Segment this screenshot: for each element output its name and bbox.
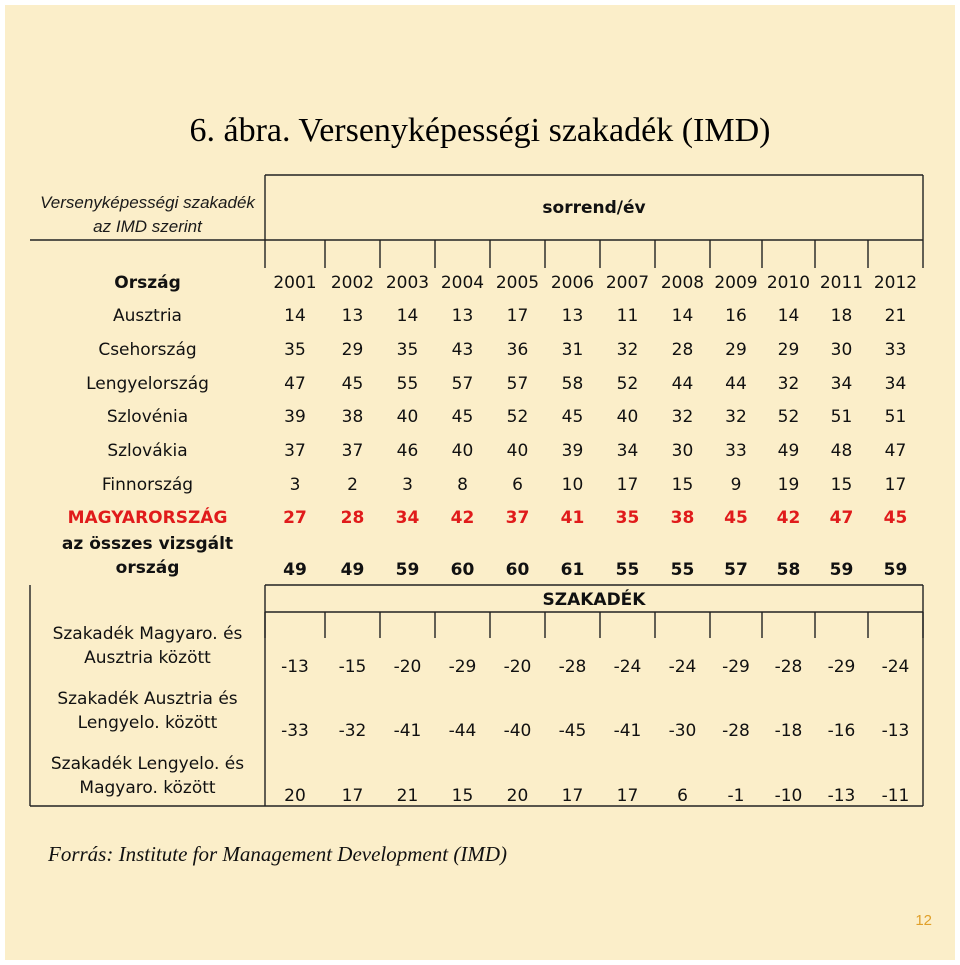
country-row-value: 37 [505,508,530,528]
country-row-value: 46 [396,441,419,461]
gap-label-line: Szakadék Ausztria és [57,689,238,709]
year-header: 2006 [550,273,595,293]
gap-label-line: Szakadék Lengyelo. és [50,754,245,774]
gap-row-value: 15 [451,786,474,806]
country-row-value: 15 [830,475,853,495]
country-row-value: 41 [560,508,585,528]
country-row-value: 14 [777,306,800,326]
country-row-value: 33 [884,340,907,360]
country-row-value: 40 [616,407,639,427]
total-label [30,532,265,580]
gap-row-value: -41 [393,721,422,741]
gap-label [30,687,265,735]
country-row-value: 43 [451,340,474,360]
year-header: 2011 [819,273,864,293]
gap-label [30,752,265,800]
country-label: Ausztria [113,306,182,326]
gap-row-value: -44 [448,721,477,741]
gap-row-value: -15 [338,657,367,677]
gap-row-value: -29 [448,657,477,677]
country-row-value: 44 [725,374,747,394]
gap-row-value: -16 [827,721,856,741]
country-row-value: 14 [284,306,306,326]
gap-row-value: -24 [881,657,910,677]
gap-row-value: 6 [677,786,688,806]
country-row-value: 29 [341,340,364,360]
country-row-value: 35 [615,508,640,528]
country-row-value: 48 [830,441,853,461]
gap-row-value: -1 [727,786,745,806]
country-row-value: 14 [396,306,419,326]
country-row-value: 32 [725,407,747,427]
country-row-value: 28 [340,508,365,528]
country-row-value: 42 [776,508,801,528]
gap-row-value: 17 [561,786,584,806]
country-row-value: 13 [451,306,474,326]
gap-row-value: -32 [338,721,367,741]
gap-row-value: -28 [774,657,803,677]
country-row-value: 8 [457,475,468,495]
gap-row-value: -20 [393,657,422,677]
country-header: Ország [114,273,181,293]
total-row-value: 59 [883,560,908,580]
country-row-value: 16 [725,306,747,326]
year-header: 2002 [330,273,375,293]
year-header: 2005 [495,273,540,293]
gap-row-value: -28 [722,721,750,741]
country-row-value: 32 [616,340,639,360]
gap-row-value: -29 [722,657,750,677]
year-header: 2003 [385,273,430,293]
page-title: 6. ábra. Versenyképességi szakadék (IMD) [189,112,771,149]
country-row-value: 29 [725,340,747,360]
total-row-value: 57 [724,560,748,580]
year-header: 2001 [273,273,317,293]
gap-row-value: -20 [503,657,532,677]
country-row-value: 57 [451,374,474,394]
country-row-value: 21 [884,306,907,326]
country-row-value: 45 [561,407,584,427]
total-row-value: 58 [776,560,801,580]
gap-row-value: -41 [613,721,642,741]
gap-row-value: -24 [613,657,642,677]
gap-row-value: -13 [827,786,856,806]
country-row-value: 35 [396,340,419,360]
country-row-value: 42 [450,508,475,528]
gap-row-value: -10 [774,786,803,806]
gap-label-line: Magyaro. között [79,778,216,798]
gap-row-value: 17 [616,786,639,806]
header-label-line-2: az IMD szerint [93,217,202,236]
total-row-value: 55 [615,560,640,580]
country-row-value: 38 [341,407,364,427]
gap-row-value: -28 [558,657,587,677]
country-row-value: 45 [724,508,748,528]
country-row-value: 13 [341,306,364,326]
total-row-value: 59 [829,560,854,580]
country-row-value: 31 [561,340,584,360]
gap-row-value: 21 [396,786,419,806]
source-note: Forrás: Institute for Management Development (IMD) [48,842,507,866]
country-row-value: 39 [284,407,306,427]
country-row-value: 3 [289,475,301,495]
country-row-value: 14 [671,306,694,326]
country-row-value: 18 [830,306,853,326]
country-row-value: 37 [284,441,306,461]
country-row-value: 47 [284,374,306,394]
total-row-value: 59 [395,560,420,580]
gap-row-value: 20 [284,786,306,806]
gap-row-value: -40 [503,721,532,741]
country-row-value: 49 [777,441,800,461]
country-row-value: 9 [730,475,742,495]
year-header: 2007 [605,273,650,293]
country-row-value: 45 [451,407,474,427]
total-row-value: 55 [670,560,695,580]
country-row-value: 45 [883,508,908,528]
country-row-value: 34 [830,374,853,394]
gap-row-value: -18 [774,721,803,741]
country-row-value: 52 [777,407,800,427]
country-row-value: 40 [506,441,529,461]
year-header: 2010 [766,273,811,293]
country-row-value: 58 [561,374,584,394]
country-row-value: 34 [616,441,639,461]
gap-label-line: Szakadék Magyaro. és [52,624,243,644]
country-row-value: 47 [829,508,854,528]
country-row-value: 37 [341,441,364,461]
country-row-value: 28 [671,340,694,360]
gap-row-value: -13 [881,721,910,741]
year-header: 2012 [873,273,918,293]
country-row-value: 19 [777,475,800,495]
country-row-value: 17 [616,475,639,495]
country-label: MAGYARORSZÁG [67,508,228,528]
country-row-value: 15 [671,475,694,495]
total-row-value: 61 [560,560,585,580]
gap-row-value: 17 [341,786,364,806]
total-row-value: 49 [340,560,365,580]
year-header: 2004 [440,273,485,293]
rank-header: sorrend/év [542,198,646,218]
country-row-value: 17 [506,306,529,326]
country-row-value: 52 [506,407,529,427]
gap-row-value: -45 [558,721,587,741]
country-row-value: 57 [506,374,529,394]
country-label: Csehország [98,340,197,360]
country-row-value: 40 [396,407,419,427]
gap-row-value: -33 [281,721,309,741]
country-row-value: 17 [884,475,907,495]
country-row-value: 44 [671,374,694,394]
country-row-value: 32 [671,407,694,427]
gap-label [30,622,265,670]
country-row-value: 51 [830,407,853,427]
country-row-value: 34 [395,508,420,528]
header-label-line-1: Versenyképességi szakadék [40,193,255,212]
gap-row-value: -13 [281,657,309,677]
country-row-value: 55 [396,374,419,394]
gap-row-value: -24 [668,657,697,677]
total-label-line: az összes vizsgált [61,534,234,554]
country-row-value: 34 [884,374,907,394]
country-label: Szlovákia [107,441,188,461]
country-label: Finnország [101,475,194,495]
total-row-value: 60 [505,560,530,580]
country-row-value: 10 [561,475,584,495]
gap-row-value: -11 [881,786,910,806]
country-row-value: 45 [341,374,364,394]
country-row-value: 36 [506,340,529,360]
gap-row-value: -30 [668,721,697,741]
gap-label-line: Lengyelo. között [77,713,218,733]
total-row-value: 49 [283,560,307,580]
gap-row-value: 20 [506,786,529,806]
country-row-value: 33 [725,441,747,461]
page-number: 12 [915,912,932,929]
gap-row-value: -29 [827,657,856,677]
country-row-value: 32 [777,374,800,394]
country-row-value: 47 [884,441,907,461]
gap-header: SZAKADÉK [542,590,646,610]
country-row-value: 27 [283,508,307,528]
country-row-value: 13 [561,306,584,326]
country-row-value: 3 [402,475,413,495]
country-row-value: 11 [616,306,639,326]
country-row-value: 30 [671,441,694,461]
country-row-value: 51 [884,407,907,427]
total-label-line: ország [115,558,180,578]
country-row-value: 39 [561,441,584,461]
country-row-value: 40 [451,441,474,461]
total-row-value: 60 [450,560,475,580]
gap-label-line: Ausztria között [84,648,211,668]
year-header: 2009 [714,273,758,293]
country-label: Szlovénia [106,407,189,427]
country-row-value: 35 [284,340,306,360]
country-label: Lengyelország [86,374,209,394]
year-header: 2008 [660,273,705,293]
country-row-value: 29 [777,340,800,360]
country-row-value: 2 [347,475,358,495]
country-row-value: 52 [616,374,639,394]
country-row-value: 38 [670,508,695,528]
country-row-value: 6 [512,475,523,495]
country-row-value: 30 [830,340,853,360]
